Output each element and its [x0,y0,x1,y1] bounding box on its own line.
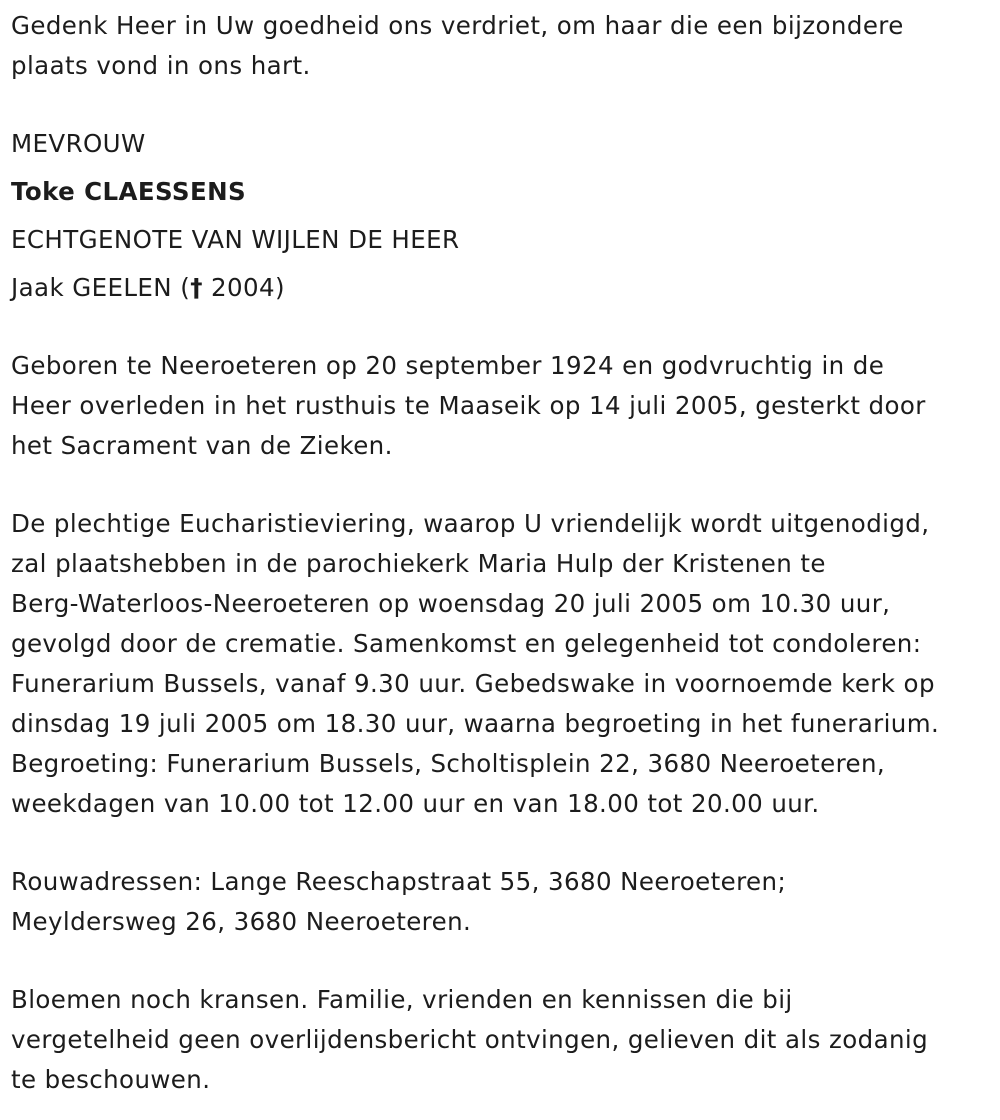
opening-line-2: plaats vond in ons hart. [11,51,311,80]
address-line-2: Meyldersweg 26, 3680 Neeroeteren. [11,907,472,936]
birth-death-line-2: Heer overleden in het rusthuis te Maaseik op 14 juli 2005, gesterkt door [11,391,926,420]
service-line-4: gevolgd door de crematie. Samenkomst en gelegenheid tot condoleren: [11,629,922,658]
flowers-line-2: vergetelheid geen overlijdensbericht ontvingen, gelieven dit als zodanig [11,1025,929,1054]
cross-icon: † [190,273,203,302]
service-line-2: zal plaatshebben in de parochiekerk Maria Hulp der Kristenen te [11,549,826,578]
spouse-death-year: 2004) [202,273,285,302]
service-line-5: Funerarium Bussels, vanaf 9.30 uur. Gebedswake in voornoemde kerk op [11,669,935,698]
service-line-7: Begroeting: Funerarium Bussels, Scholtisplein 22, 3680 Neeroeteren, [11,749,886,778]
service-line-8: weekdagen van 10.00 tot 12.00 uur en van 18.00 tot 20.00 uur. [11,789,820,818]
flowers-line-3: te beschouwen. [11,1065,211,1094]
obituary-notice [11,6,991,1100]
service-line-1: De plechtige Eucharistieviering, waarop U vriendelijk wordt uitgenodigd, [11,509,930,538]
spouse-line [11,268,991,308]
service-line-3: Berg-Waterloos-Neeroeteren op woensdag 20 juli 2005 om 10.30 uur, [11,589,891,618]
deceased-name: Toke CLAESSENS [11,177,247,206]
honorific-title: MEVROUW [11,129,146,158]
birth-death-line-3: het Sacrament van de Zieken. [11,431,393,460]
spouse-name: Jaak GEELEN ( [11,273,191,302]
relation-line: ECHTGENOTE VAN WIJLEN DE HEER [11,225,460,254]
birth-death-line-1: Geboren te Neeroeteren op 20 september 1924 en godvruchtig in de [11,351,885,380]
flowers-line-1: Bloemen noch kransen. Familie, vrienden en kennissen die bij [11,985,793,1014]
opening-line-1: Gedenk Heer in Uw goedheid ons verdriet, om haar die een bijzondere [11,11,904,40]
service-line-6: dinsdag 19 juli 2005 om 18.30 uur, waarna begroeting in het funerarium. [11,709,940,738]
address-line-1: Rouwadressen: Lange Reeschapstraat 55, 3680 Neeroeteren; [11,867,787,896]
